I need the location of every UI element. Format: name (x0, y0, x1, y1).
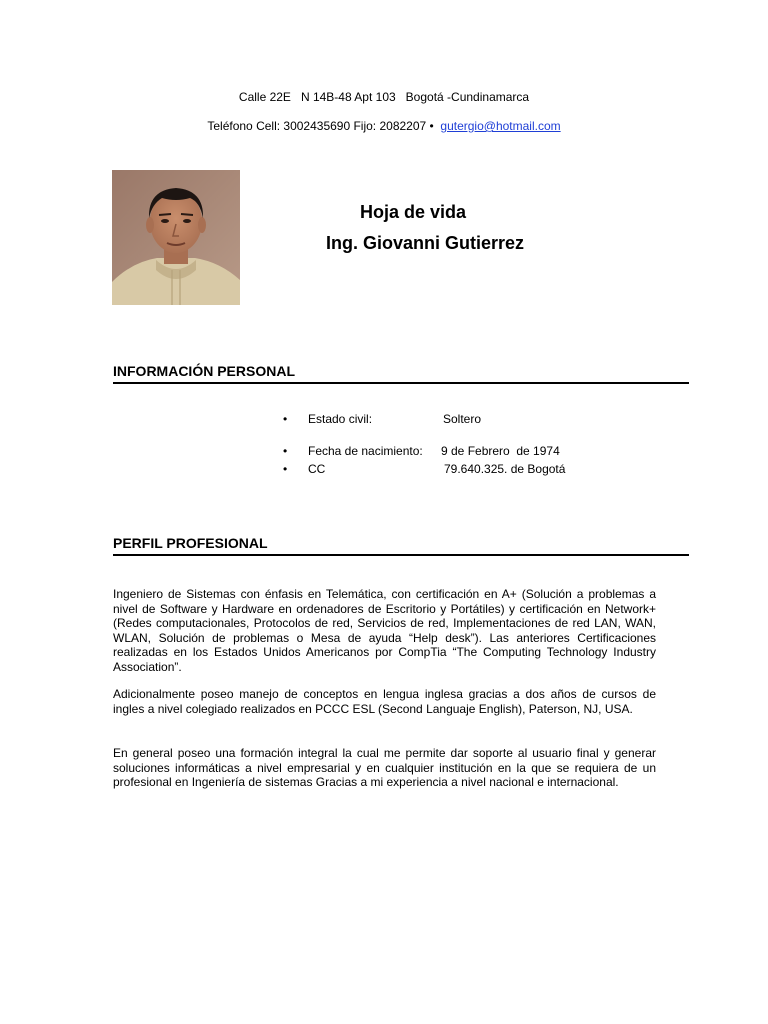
profile-paragraph: En general poseo una formación integral la cual me permite dar soporte al usuario final y generar soluciones informáticas a nivel empresarial y en cualquier institución en la que se requiera de un profesional en Ingeniería de sistemas Gracias a mi experiencia a nivel nacional e internacional. (113, 746, 656, 790)
info-value: 9 de Febrero de 1974 (441, 444, 560, 458)
list-item (280, 444, 680, 460)
document-title: Hoja de vida (360, 202, 467, 222)
info-value: Soltero (443, 412, 482, 426)
email-link[interactable]: gutergio@hotmail.com (440, 119, 561, 133)
info-value: 79.640.325. de Bogotá (444, 462, 566, 476)
contact-line (0, 119, 768, 133)
info-label: Estado civil: (308, 412, 373, 426)
bullet-icon: • (283, 444, 288, 458)
profile-paragraph: Ingeniero de Sistemas con énfasis en Telemática, con certificación en A+ (Solución a problemas a nivel de Software y Hardware en ordenadores de Escritorio y Portátiles) y certificación en Network+ (Redes computacionales, Protocolos de red, Servicios de red, Implementaciones de red LAN, WAN, WLAN, Solución de problemas o Mesa de ayuda “Help desk”). Las anteriores Certificaciones realizadas en los Estados Unidos Americanos por CompTia “The Computing Technology Industry Association”. (113, 587, 656, 674)
info-label: Fecha de nacimiento: (308, 444, 423, 458)
profile-photo-image (112, 170, 240, 305)
personal-info-heading: INFORMACIÓN PERSONAL (113, 363, 689, 384)
address-line: Calle 22E N 14B-48 Apt 103 Bogotá -Cundinamarca (238, 90, 530, 104)
profile-photo (112, 170, 240, 305)
list-item (280, 462, 680, 478)
person-name: Ing. Giovanni Gutierrez (326, 233, 525, 253)
phone-numbers: Teléfono Cell: 3002435690 Fijo: 2082207 • (207, 119, 441, 133)
list-item (280, 412, 680, 428)
bullet-icon: • (283, 462, 288, 476)
profile-paragraph: Adicionalmente poseo manejo de conceptos en lengua inglesa gracias a dos años de cursos de ingles a nivel colegiado realizados en PCCC ESL (Second Languaje English), Paterson, NJ, USA. (113, 687, 656, 716)
bullet-icon: • (283, 412, 288, 426)
professional-profile-heading: PERFIL PROFESIONAL (113, 535, 689, 556)
info-label: CC (308, 462, 326, 476)
